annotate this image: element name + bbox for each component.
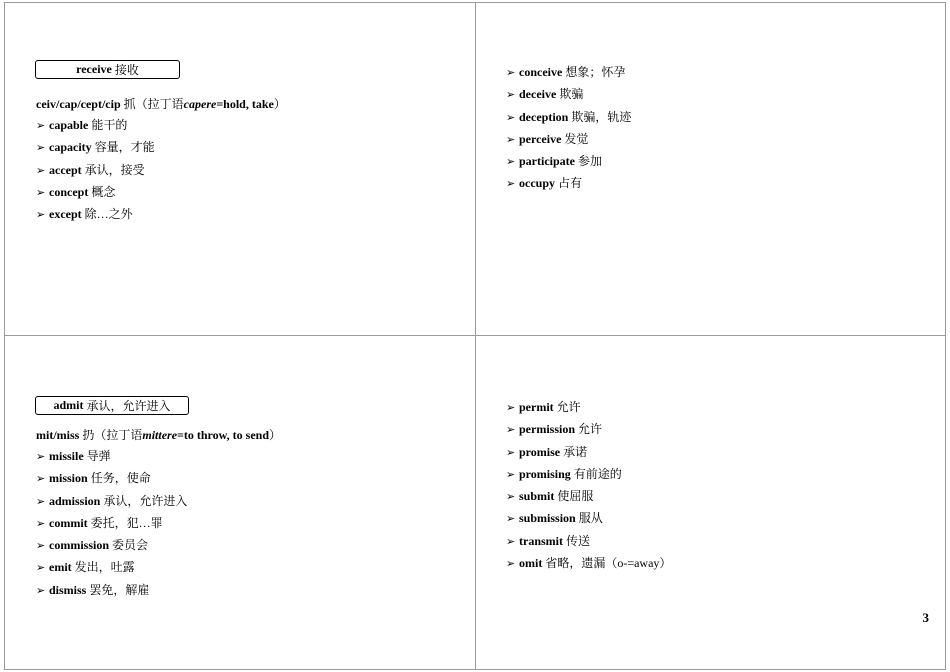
root-latin: mittere bbox=[142, 428, 178, 442]
item-word: missile bbox=[49, 449, 84, 463]
page-number: 3 bbox=[922, 610, 929, 625]
word-list bbox=[36, 445, 187, 601]
item-meaning: 委托，犯…罪 bbox=[90, 515, 163, 530]
list-item bbox=[506, 83, 631, 105]
slide-admit-continued bbox=[475, 335, 946, 670]
topic-word: admit bbox=[53, 398, 84, 412]
bullet-arrow-icon: ➢ bbox=[36, 209, 46, 222]
word-list bbox=[506, 61, 631, 195]
item-meaning: 欺骗 bbox=[559, 87, 584, 102]
item-word: permit bbox=[519, 400, 554, 414]
bullet-arrow-icon: ➢ bbox=[36, 451, 46, 463]
root-gloss: =to throw, to send bbox=[177, 428, 269, 442]
list-item bbox=[506, 418, 671, 440]
item-meaning: 想象；怀孕 bbox=[565, 65, 626, 79]
item-word: participate bbox=[519, 154, 575, 169]
item-word: omit bbox=[519, 556, 543, 571]
item-word: transmit bbox=[519, 533, 563, 548]
item-word: promising bbox=[519, 466, 571, 481]
item-word: capable bbox=[49, 118, 89, 132]
list-item bbox=[506, 441, 671, 463]
bullet-arrow-icon: ➢ bbox=[36, 540, 46, 553]
word-list bbox=[36, 114, 155, 225]
list-item bbox=[36, 467, 187, 489]
list-item bbox=[36, 445, 187, 467]
word-list bbox=[506, 396, 671, 574]
list-item bbox=[36, 203, 155, 225]
bullet-arrow-icon: ➢ bbox=[506, 133, 516, 146]
item-meaning: 承认，接受 bbox=[84, 162, 145, 177]
item-meaning: 容量，才能 bbox=[94, 140, 155, 155]
root-close: ） bbox=[269, 428, 282, 442]
item-word: submission bbox=[519, 511, 576, 526]
root-line bbox=[36, 426, 281, 443]
topic-box bbox=[35, 396, 189, 415]
bullet-arrow-icon: ➢ bbox=[506, 402, 516, 414]
root-gloss: =hold, take bbox=[216, 97, 274, 111]
list-item bbox=[36, 556, 187, 578]
item-word: concept bbox=[49, 184, 89, 199]
bullet-arrow-icon: ➢ bbox=[506, 178, 516, 191]
list-item bbox=[506, 128, 631, 150]
bullet-arrow-icon: ➢ bbox=[36, 584, 46, 597]
item-meaning: 导弹 bbox=[86, 449, 111, 463]
item-word: emit bbox=[49, 560, 72, 575]
item-word: commission bbox=[49, 538, 109, 553]
item-meaning: 使屈服 bbox=[557, 489, 594, 504]
list-item bbox=[36, 181, 155, 203]
item-word: accept bbox=[49, 162, 82, 177]
bullet-arrow-icon: ➢ bbox=[506, 156, 516, 169]
list-item bbox=[506, 530, 671, 552]
topic-word: receive bbox=[76, 62, 112, 76]
list-item bbox=[506, 396, 671, 418]
list-item bbox=[36, 136, 155, 158]
bullet-arrow-icon: ➢ bbox=[36, 473, 46, 486]
list-item bbox=[506, 485, 671, 507]
root-latin: capere bbox=[183, 97, 217, 111]
item-word: deceive bbox=[519, 87, 557, 102]
item-meaning: 欺骗，轨迹 bbox=[571, 109, 632, 124]
item-word: dismiss bbox=[49, 582, 87, 597]
item-meaning: 除…之外 bbox=[84, 207, 133, 222]
topic-box bbox=[35, 60, 180, 79]
bullet-arrow-icon: ➢ bbox=[36, 186, 46, 199]
bullet-arrow-icon: ➢ bbox=[506, 491, 516, 504]
bullet-arrow-icon: ➢ bbox=[506, 513, 516, 526]
item-meaning: 委员会 bbox=[112, 538, 149, 553]
item-word: conceive bbox=[519, 65, 563, 79]
bullet-arrow-icon: ➢ bbox=[506, 558, 516, 571]
root-line bbox=[36, 95, 286, 112]
item-meaning: 任务，使命 bbox=[90, 471, 151, 486]
list-item bbox=[36, 159, 155, 181]
list-item bbox=[506, 507, 671, 529]
list-item bbox=[506, 106, 631, 128]
item-word: submit bbox=[519, 489, 555, 504]
item-meaning: 传送 bbox=[566, 533, 591, 548]
bullet-arrow-icon: ➢ bbox=[36, 164, 46, 177]
list-item bbox=[506, 172, 631, 194]
item-word: promise bbox=[519, 444, 561, 459]
bullet-arrow-icon: ➢ bbox=[506, 111, 516, 124]
list-item bbox=[506, 552, 671, 574]
list-item bbox=[36, 512, 187, 534]
item-meaning: 发出，吐露 bbox=[74, 560, 135, 575]
topic-meaning: 接收 bbox=[114, 63, 139, 77]
bullet-arrow-icon: ➢ bbox=[506, 424, 516, 437]
list-item bbox=[36, 490, 187, 512]
item-meaning: 参加 bbox=[578, 154, 603, 169]
item-word: commit bbox=[49, 515, 88, 530]
bullet-arrow-icon: ➢ bbox=[36, 495, 46, 508]
slide-receive-continued bbox=[475, 2, 946, 336]
item-word: mission bbox=[49, 471, 88, 486]
bullet-arrow-icon: ➢ bbox=[36, 562, 46, 575]
bullet-arrow-icon: ➢ bbox=[506, 468, 516, 481]
root-words: mit/miss bbox=[36, 428, 80, 442]
item-meaning: 承诺 bbox=[563, 444, 588, 459]
item-meaning: 罢免，解雇 bbox=[89, 582, 150, 597]
bullet-arrow-icon: ➢ bbox=[506, 535, 516, 548]
item-meaning: 承认，允许进入 bbox=[103, 493, 188, 508]
item-word: perceive bbox=[519, 131, 562, 146]
item-word: capacity bbox=[49, 140, 92, 155]
list-item bbox=[506, 150, 631, 172]
bullet-arrow-icon: ➢ bbox=[506, 446, 516, 459]
item-meaning: 占有 bbox=[558, 176, 583, 191]
topic-meaning: 承认，允许进入 bbox=[86, 399, 171, 413]
list-item bbox=[36, 579, 187, 601]
item-meaning: 有前途的 bbox=[573, 466, 622, 481]
item-meaning: 服从 bbox=[578, 511, 603, 526]
slide-admit bbox=[4, 335, 476, 670]
item-word: admission bbox=[49, 493, 101, 508]
root-meaning: 抓（拉丁语 bbox=[123, 97, 184, 111]
list-item bbox=[36, 114, 155, 136]
item-meaning: 允许 bbox=[556, 400, 581, 414]
bullet-arrow-icon: ➢ bbox=[506, 67, 516, 79]
slide-receive bbox=[4, 2, 476, 336]
list-item bbox=[36, 534, 187, 556]
root-close: ） bbox=[273, 97, 286, 111]
bullet-arrow-icon: ➢ bbox=[506, 89, 516, 102]
item-meaning: 省略，遗漏（o-=away） bbox=[545, 556, 672, 571]
item-word: occupy bbox=[519, 176, 555, 191]
list-item bbox=[506, 61, 631, 83]
bullet-arrow-icon: ➢ bbox=[36, 517, 46, 530]
item-meaning: 概念 bbox=[91, 184, 116, 199]
item-meaning: 能干的 bbox=[91, 118, 128, 132]
root-meaning: 扔（拉丁语 bbox=[82, 428, 143, 442]
item-meaning: 发觉 bbox=[564, 131, 589, 146]
item-meaning: 允许 bbox=[578, 422, 603, 437]
item-word: except bbox=[49, 207, 82, 222]
bullet-arrow-icon: ➢ bbox=[36, 120, 46, 132]
item-word: deception bbox=[519, 109, 569, 124]
root-words: ceiv/cap/cept/cip bbox=[36, 97, 121, 111]
item-word: permission bbox=[519, 422, 576, 437]
bullet-arrow-icon: ➢ bbox=[36, 142, 46, 155]
list-item bbox=[506, 463, 671, 485]
